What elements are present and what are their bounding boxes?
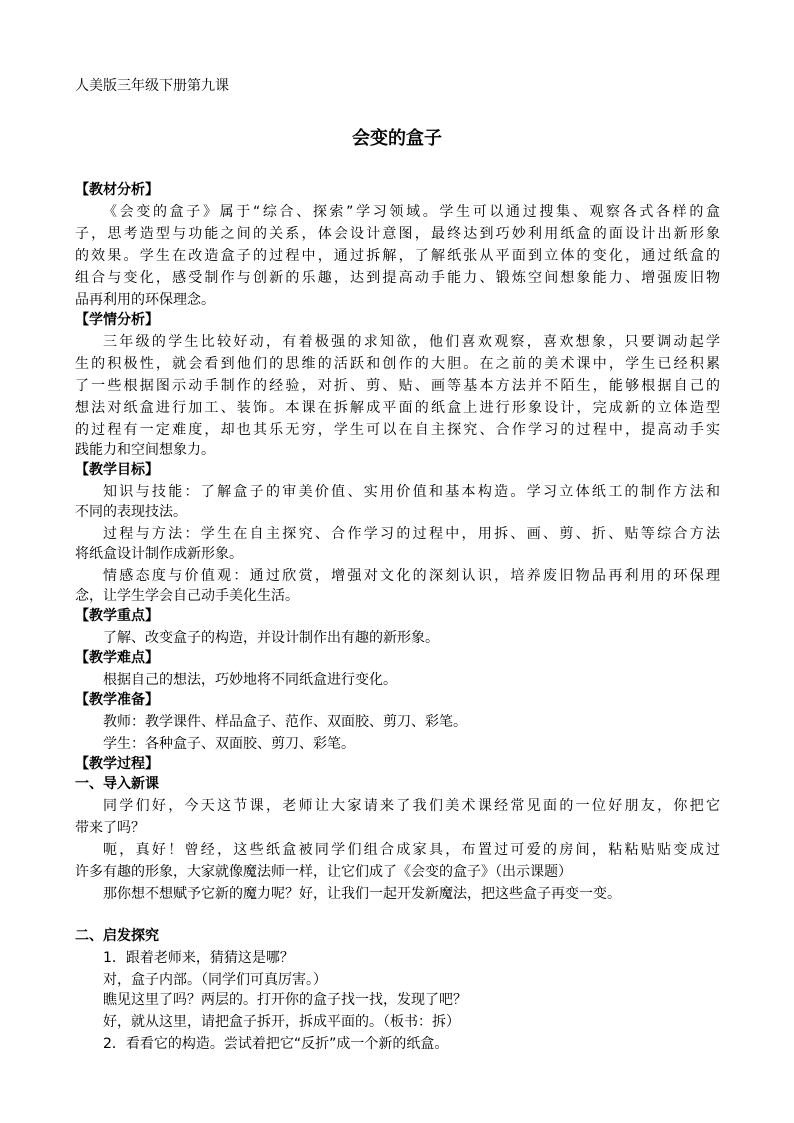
paragraph-line: 根据自己的想法，巧妙地将不同纸盒进行变化。 <box>103 672 397 688</box>
paragraph-line: 那你想不想赋予它新的魔力呢？好，让我们一起开发新魔法，把这些盒子再变一变。 <box>103 886 621 902</box>
section-heading-key-points: 【教学重点】 <box>75 608 159 624</box>
section-heading-preparation: 【教学准备】 <box>75 692 159 708</box>
paragraph-line: 1．跟着老师来，猜猜这是哪？ <box>103 950 294 966</box>
paragraph-line: 对，盒子内部。（同学们可真厉害。） <box>103 972 327 988</box>
section-heading-process: 【教学过程】 <box>75 756 159 772</box>
paragraph-line: 践能力和空间想象力。 <box>75 442 215 458</box>
paragraph-line: 不同的表现技法。 <box>75 504 187 520</box>
paragraph-line: 组合与变化，感受制作与创新的乐趣，达到提高动手能力、锻炼空间想象能力、增强废旧物 <box>75 270 720 286</box>
course-header: 人美版三年级下册第九课 <box>75 78 229 94</box>
paragraph-line: 将纸盒设计制作成新形象。 <box>75 546 243 562</box>
paragraph-line: 了解、改变盒子的构造，并设计制作出有趣的新形象。 <box>103 630 439 646</box>
paragraph-line: 同学们好，今天这节课，老师让大家请来了我们美术课经常见面的一位好朋友，你把它 <box>103 798 720 814</box>
section-heading-objectives: 【教学目标】 <box>75 462 159 478</box>
paragraph-line: 教师：教学课件、样品盒子、范作、双面胶、剪刀、彩笔。 <box>103 714 467 730</box>
paragraph-line: 《会变的盒子》属于“综合、探索”学习领域。学生可以通过搜集、观察各式各样的盒 <box>103 204 720 220</box>
paragraph-line: 过程与方法：学生在自主探究、合作学习的过程中，用拆、画、剪、折、贴等综合方法 <box>103 526 720 542</box>
paragraph-line: 了一些根据图示动手制作的经验，对折、剪、贴、画等基本方法并不陌生，能够根据自己的 <box>75 378 720 394</box>
paragraph-line: 品再利用的环保理念。 <box>75 292 215 308</box>
paragraph-line: 好，就从这里，请把盒子拆开，拆成平面的。（板书：拆） <box>103 1014 460 1030</box>
subsection-heading-introduction: 一、导入新课 <box>75 776 159 792</box>
section-heading-textbook-analysis: 【教材分析】 <box>75 182 159 198</box>
lesson-title: 会变的盒子 <box>352 128 442 149</box>
paragraph-line: 生的积极性，就会看到他们的思维的活跃和创作的大胆。在之前的美术课中，学生已经积累 <box>75 356 720 372</box>
section-heading-difficulties: 【教学难点】 <box>75 650 159 666</box>
paragraph-line: 的过程有一定难度，却也其乐无穷，学生可以在自主探究、合作学习的过程中，提高动手实 <box>75 422 720 438</box>
paragraph-line: 情感态度与价值观：通过欣赏，增强对文化的深刻认识，培养废旧物品再利用的环保理 <box>103 568 720 584</box>
section-heading-student-analysis: 【学情分析】 <box>75 312 159 328</box>
paragraph-line: 呃，真好！曾经，这些纸盒被同学们组合成家具，布置过可爱的房间，粘粘贴贴变成过 <box>103 842 720 858</box>
paragraph-line: 2．看看它的构造。尝试着把它“反折”成一个新的纸盒。 <box>103 1036 449 1052</box>
paragraph-line: 念，让学生学会自己动手美化生活。 <box>75 588 299 604</box>
paragraph-line: 许多有趣的形象，大家就像魔法师一样，让它们成了《会变的盒子》（出示课题） <box>75 864 572 880</box>
subsection-heading-exploration: 二、启发探究 <box>75 928 159 944</box>
paragraph-line: 想法对纸盒进行加工、装饰。本课在拆解成平面的纸盒上进行形象设计，完成新的立体造型 <box>75 400 720 416</box>
paragraph-line: 的效果。学生在改造盒子的过程中，通过拆解，了解纸张从平面到立体的变化，通过纸盒的 <box>75 248 720 264</box>
paragraph-line: 学生：各种盒子、双面胶、剪刀、彩笔。 <box>103 736 355 752</box>
paragraph-line: 三年级的学生比较好动，有着极强的求知欲，他们喜欢观察，喜欢想象，只要调动起学 <box>103 334 720 350</box>
paragraph-line: 瞧见这里了吗？两层的。打开你的盒子找一找，发现了吧？ <box>103 992 467 1008</box>
paragraph-line: 带来了吗？ <box>75 820 145 836</box>
paragraph-line: 子，思考造型与功能之间的关系，体会设计意图，最终达到巧妙利用纸盒的面设计出新形象 <box>75 226 720 242</box>
paragraph-line: 知识与技能：了解盒子的审美价值、实用价值和基本构造。学习立体纸工的制作方法和 <box>103 484 720 500</box>
